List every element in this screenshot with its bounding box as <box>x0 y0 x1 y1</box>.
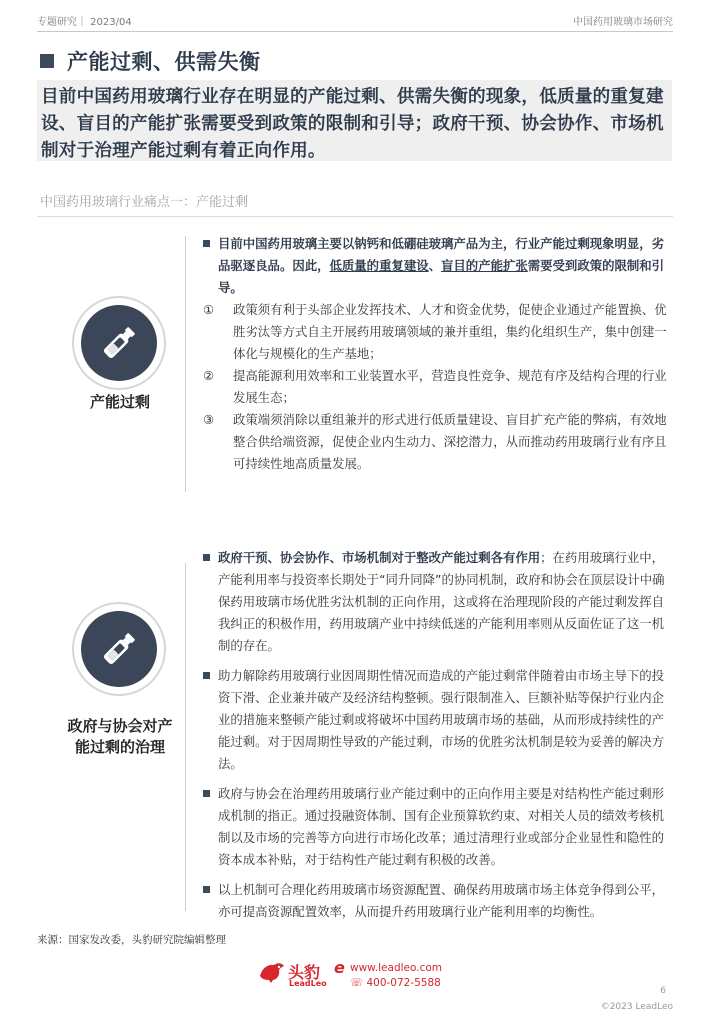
list-item: ③ 政策端须消除以重组兼并的形式进行低质量建设、盲目扩充产能的弊病，有效地整合供给端资源，促使企业内生动力、深挖潜力，从而推动药用玻璃行业有序且可持续性地高质量发展。 <box>203 412 667 471</box>
section1-label: 产能过剩 <box>89 393 150 411</box>
list-item: ② 提高能源利用效率和工业装置水平，营造良性竞争、规范有序及结构合理的行业发展生态； <box>203 368 667 405</box>
source-note: 来源：国家发改委，头豹研究院编辑整理 <box>37 934 226 946</box>
section2-content <box>203 547 673 923</box>
header-divider <box>37 31 673 32</box>
section1-divider <box>185 236 186 492</box>
summary-text: 目前中国药用玻璃行业存在明显的产能过剩、供需失衡的现象，低质量的重复建设、盲目的产能扩张需要受到政策的限制和引导；政府干预、协会协作、市场机制对于治理产能过剩有着正向作用。 <box>41 87 664 161</box>
logo-subtext: LeadLeo <box>289 979 327 988</box>
vial-icon <box>81 305 157 381</box>
section2-para: 以上机制可合理化药用玻璃市场资源配置、确保药用玻璃市场主体竞争得到公平，亦可提高资源配置效率，从而提升药用玻璃行业产能利用率的均衡性。 <box>203 879 673 923</box>
phone-number: ☏ 400-072-5588 <box>350 977 441 989</box>
section-subtitle: 中国药用玻璃行业痛点一：产能过剩 <box>40 195 249 210</box>
e-icon: e <box>334 958 345 977</box>
title-marker <box>40 54 54 68</box>
bullet-square-icon <box>203 240 210 247</box>
subtitle-divider <box>37 216 673 217</box>
copyright: ©2023 LeadLeo <box>600 1002 673 1012</box>
section2-para: 助力解除药用玻璃行业因周期性情况而造成的产能过剩常伴随着由市场主导下的投资下滑、企业兼并破产及经济结构整顿。强行限制准入、巨额补贴等保护行业内企业的措施来整顿产能过剩或将破坏中国药用玻璃市场的基础，从而形成持续性的产能过剩。对于因周期性导致的产能过剩，市场的优胜劣汰机制是较为妥善的解决方法。 <box>203 665 673 775</box>
list-item: ① 政策须有利于头部企业发挥技术、人才和资金优势，促使企业通过产能置换、优胜劣汰等方式自主开展药用玻璃领域的兼并重组，集约化组织生产，集中创建一体化与规模化的生产基地； <box>203 302 667 361</box>
section2-label: 政府与协会对产能过剩的治理 <box>67 717 173 756</box>
section1-intro: 目前中国药用玻璃主要以钠钙和低硼硅玻璃产品为主，行业产能过剩现象明显，劣品驱逐良品。因此，低质量的重复建设、盲目的产能扩张需要受到政策的限制和引导。 <box>203 233 673 299</box>
bullet-square-icon <box>203 554 210 561</box>
bullet-square-icon <box>203 672 210 679</box>
page-number: 6 <box>660 986 666 996</box>
section2-para: 政府干预、协会协作、市场机制对于整改产能过剩各有作用；在药用玻璃行业中，产能利用率与投资率长期处于“同升同降”的协同机制，政府和协会在顶层设计中确保药用玻璃市场优胜劣汰机制的正向作用，这或将在治理现阶段的产能过剩发挥自我纠正的积极作用，药用玻璃产业中持续低迷的产能利用率则从反面佐证了这一机制的存在。 <box>203 547 673 657</box>
section1-content <box>203 233 673 475</box>
website-link[interactable]: www.leadleo.com <box>350 962 442 974</box>
section2-para: 政府与协会在治理药用玻璃行业产能过剩中的正向作用主要是对结构性产能过剩形成机制的指正。通过投融资体制、国有企业预算软约束、对相关人员的绩效考核机制以及市场的完善等方向进行市场化改革；通过清理行业或部分企业显性和隐性的资本成本补贴，对于结构性产能过剩有积极的改善。 <box>203 783 673 871</box>
section2-divider <box>185 563 186 911</box>
vial-icon <box>81 611 157 687</box>
bullet-square-icon <box>203 790 210 797</box>
bullet-square-icon <box>203 886 210 893</box>
header-right: 中国药用玻璃市场研究 <box>573 17 673 28</box>
logo-text: 头豹 <box>288 963 321 982</box>
page-title: 产能过剩、供需失衡 <box>67 50 261 74</box>
leopard-logo-icon <box>258 958 286 984</box>
header-left: 专题研究｜ 2023/04 <box>37 17 132 28</box>
